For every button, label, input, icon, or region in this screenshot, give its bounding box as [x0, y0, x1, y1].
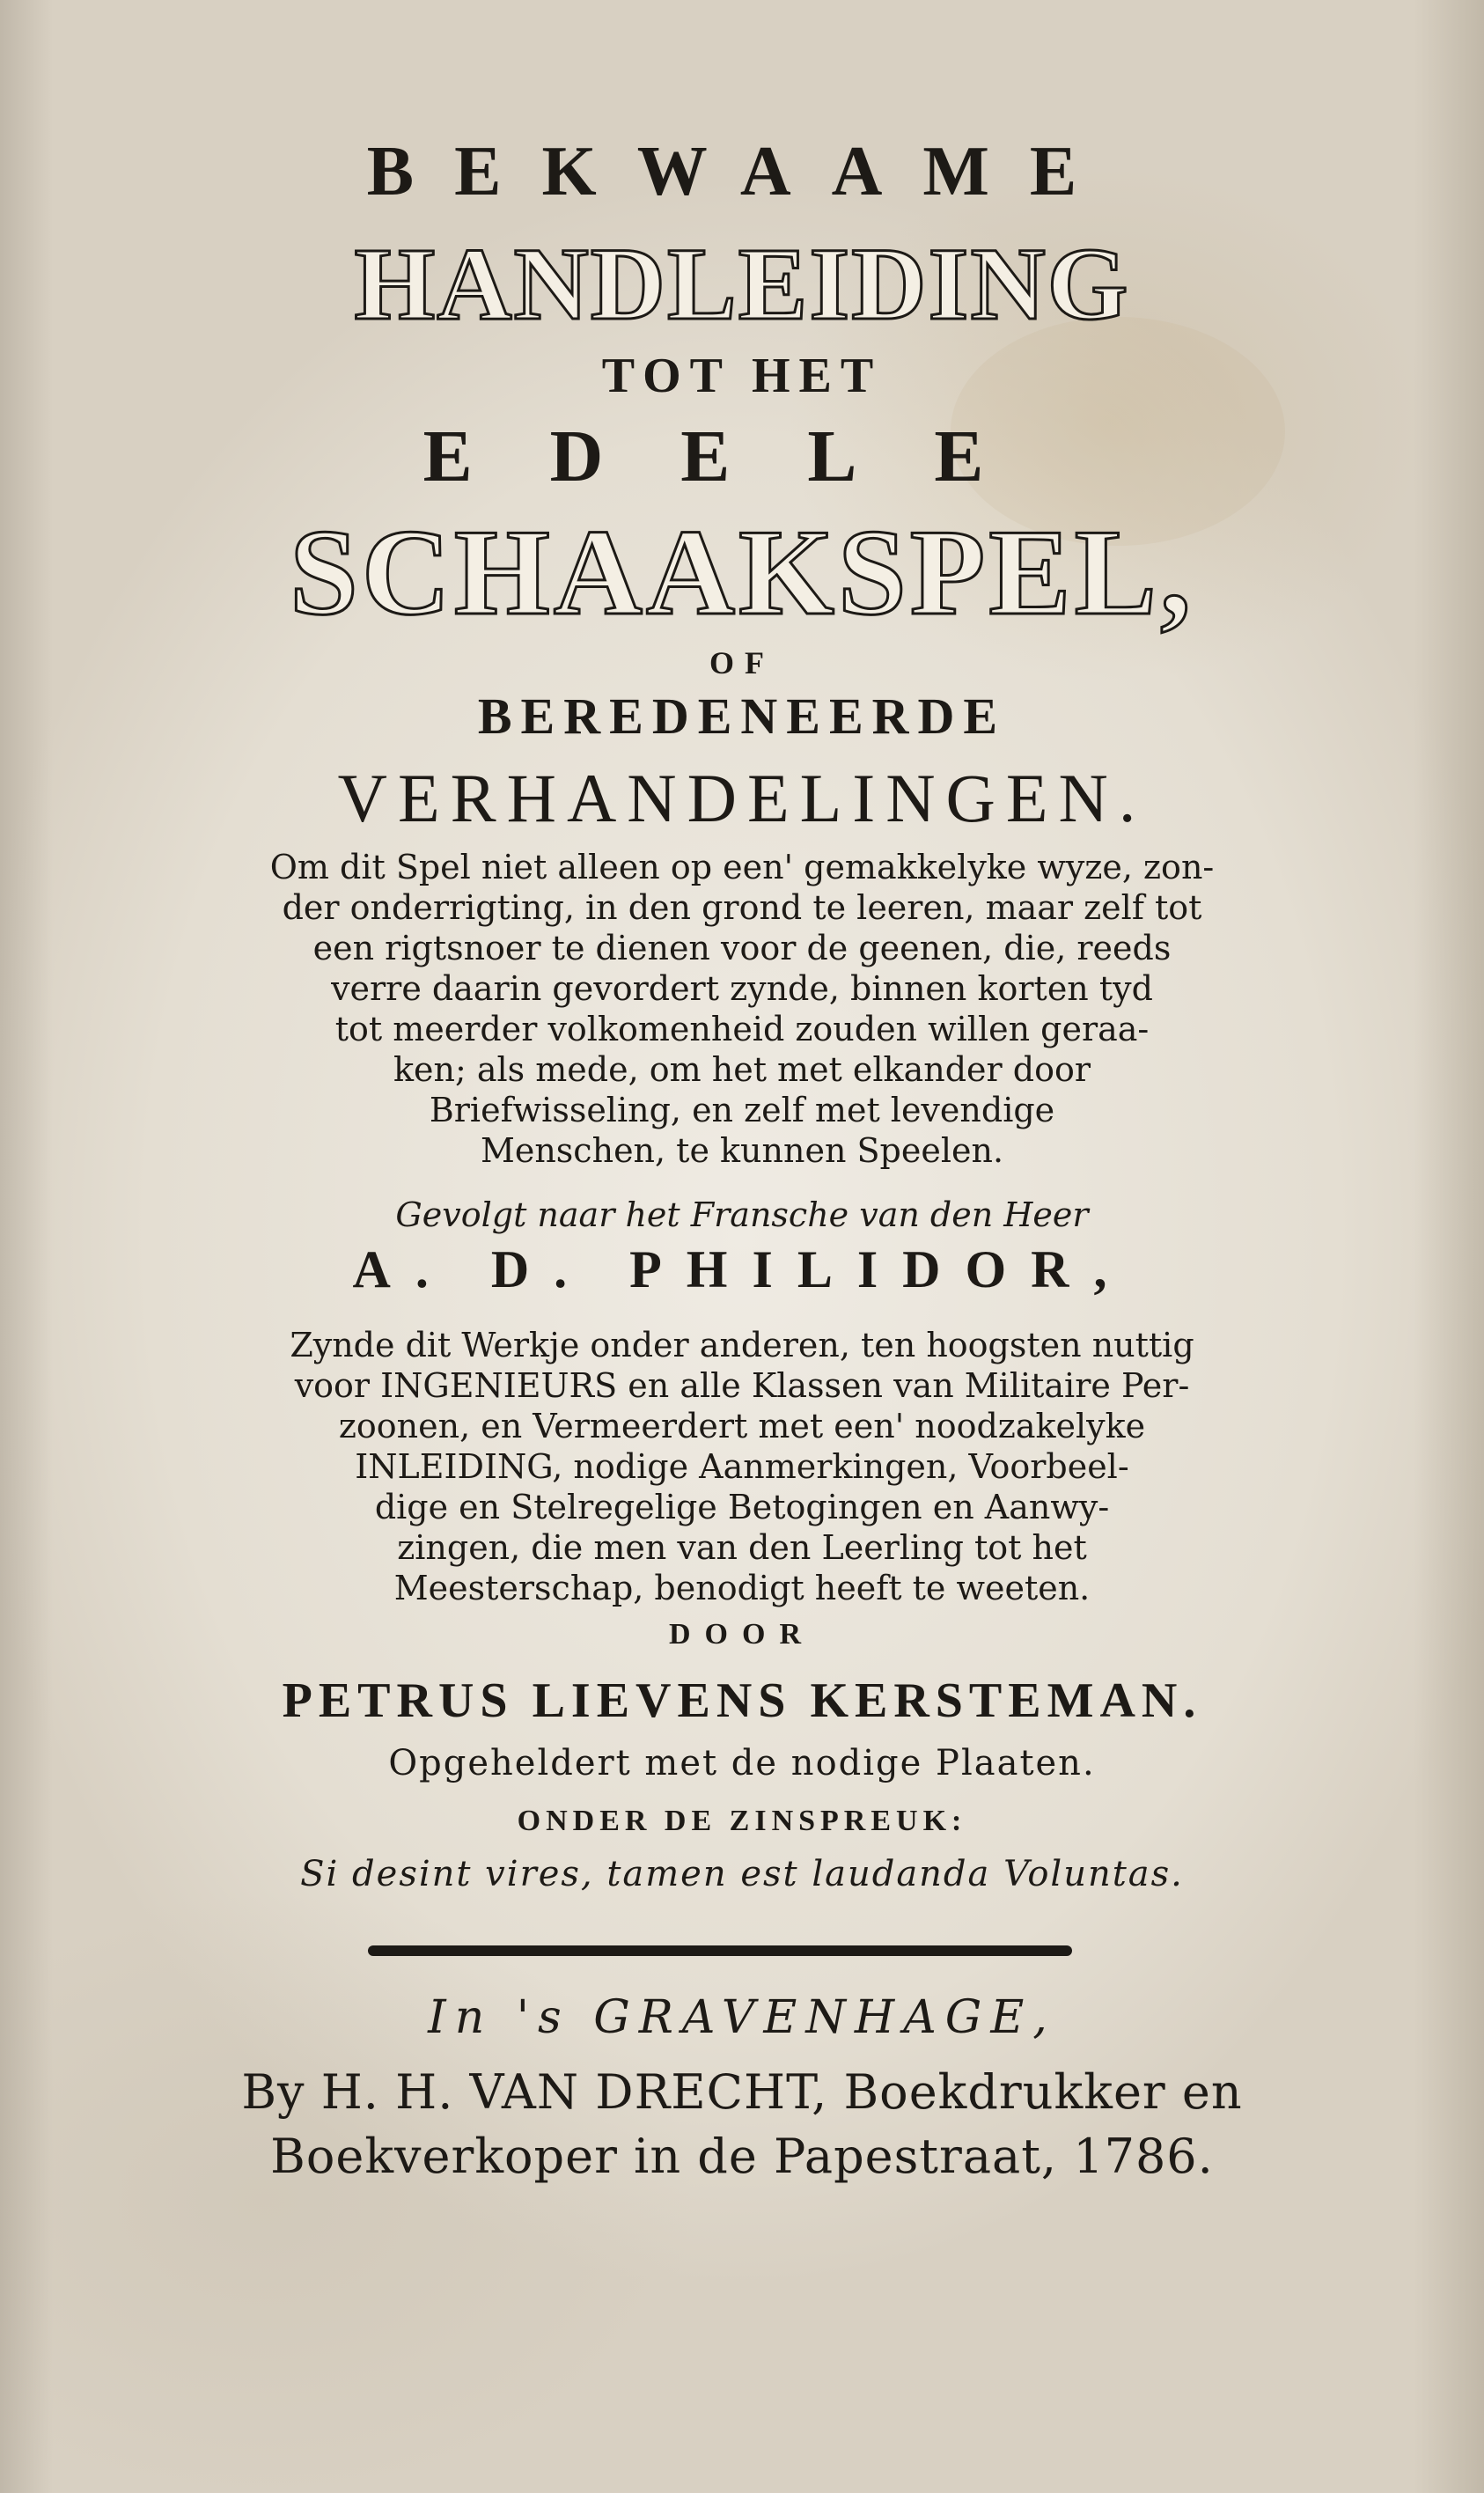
description-paragraph — [0, 847, 1484, 1171]
description-line: ken; als mede, om het met elkander door — [393, 1050, 1091, 1089]
motto-label: ONDER DE ZINSPREUK: — [517, 1805, 967, 1837]
followed-after-text: Gevolgt naar het Fransche van den Heer — [395, 1195, 1089, 1234]
latin-motto: Si desint vires, tamen est laudanda Voluntas. — [300, 1854, 1184, 1894]
usefulness-line: dige en Stelregelige Betogingen en Aanwy- — [374, 1488, 1110, 1526]
usefulness-line: Meesterschap, benodigt heeft te weeten. — [393, 1569, 1091, 1607]
description-line: Om dit Spel niet alleen op een' gemakkelyke wyze, zon- — [269, 848, 1215, 886]
usefulness-line: Zynde dit Werkje onder anderen, ten hoogsten nuttig — [290, 1326, 1194, 1364]
usefulness-line: voor INGENIEURS en alle Klassen van Militaire Per- — [294, 1366, 1190, 1405]
description-line: tot meerder volkomenheid zouden willen geraa- — [334, 1010, 1150, 1048]
usefulness-line: INLEIDING, nodige Aanmerkingen, Voorbeel- — [355, 1447, 1129, 1486]
title-line-verhandelingen: VERHANDELINGEN. — [337, 760, 1147, 836]
title-line-handleiding: HANDLEIDING — [354, 226, 1130, 342]
original-author: A. D. PHILIDOR, — [352, 1240, 1132, 1298]
usefulness-line: zoonen, en Vermeerdert met een' noodzakelyke — [338, 1407, 1146, 1445]
imprint-place: In 's GRAVENHAGE, — [428, 1991, 1056, 2044]
title-line-schaakspel: SCHAAKSPEL, — [289, 504, 1195, 641]
title-line-tot-het: TOT HET — [601, 349, 883, 403]
plates-note: Opgeheldert met de nodige Plaaten. — [388, 1743, 1096, 1783]
usefulness-line: zingen, die men van den Leerling tot het — [397, 1528, 1087, 1567]
description-line: der onderrigting, in den grond te leeren, maar zelf tot — [282, 888, 1202, 927]
translator-name: PETRUS LIEVENS KERSTEMAN. — [282, 1673, 1202, 1728]
title-line-beredeneerde: BEREDENEERDE — [477, 688, 1007, 745]
description-line: verre daarin gevordert zynde, binnen korten tyd — [331, 969, 1153, 1008]
title-line-of: OF — [709, 645, 775, 680]
by-label: DOOR — [669, 1618, 815, 1651]
title-line-bekwaame: BEKWAAME — [366, 133, 1118, 210]
description-line: Briefwisseling, en zelf met levendige — [429, 1091, 1055, 1129]
imprint-printer: By H. H. VAN DRECHT, Boekdrukker en — [241, 2064, 1243, 2120]
description-line: Menschen, te kunnen Speelen. — [480, 1131, 1004, 1170]
usefulness-paragraph — [0, 1325, 1484, 1608]
imprint-address-year: Boekverkoper in de Papestraat, 1786. — [270, 2129, 1214, 2184]
description-line: een rigtsnoer te dienen voor de geenen, die, reeds — [312, 929, 1172, 967]
printer-rule-divider — [368, 1945, 1072, 1956]
title-line-edele: EDELE — [422, 416, 1062, 497]
